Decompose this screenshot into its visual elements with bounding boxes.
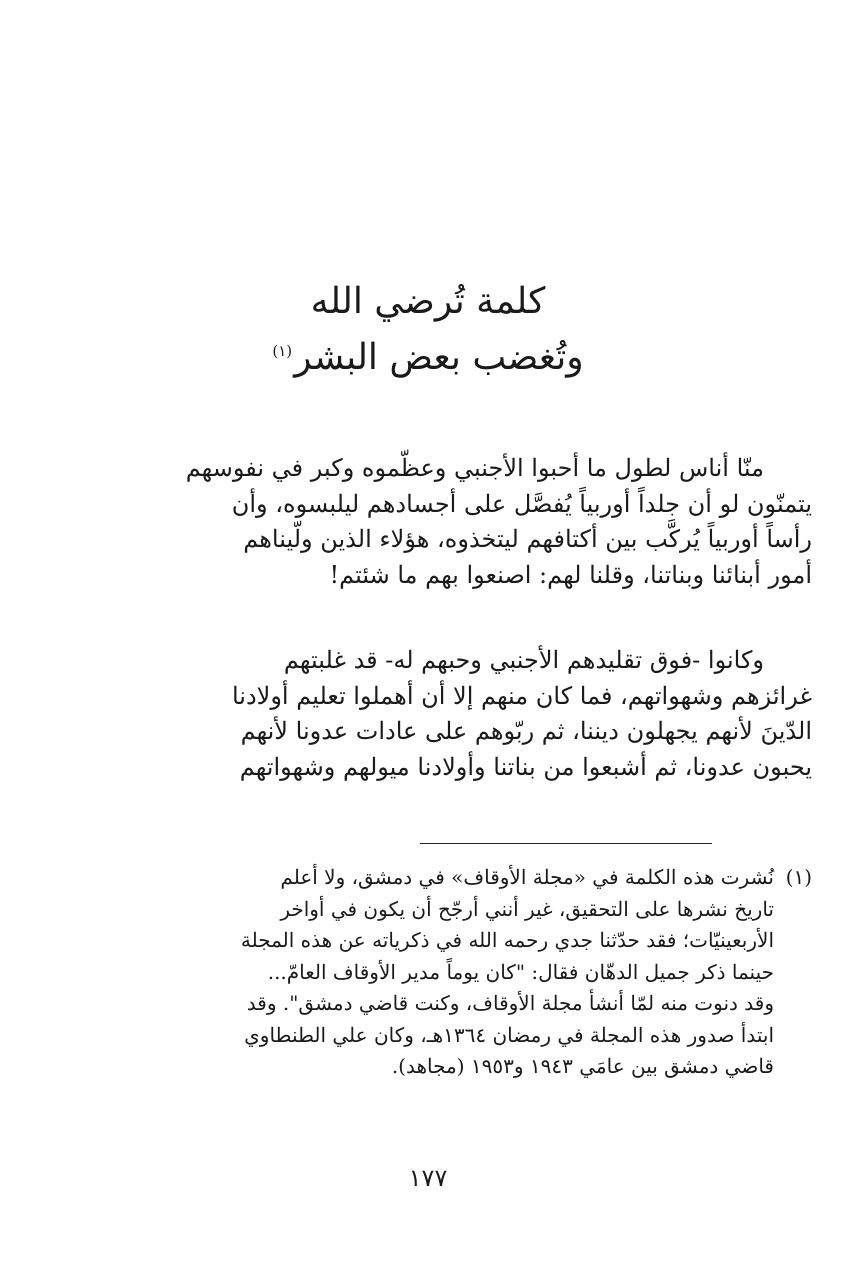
paragraph-1-line: أمور أبنائنا وبناتنا، وقلنا لهم: اصنعوا بهم ما شئتم! bbox=[329, 560, 812, 589]
paragraph-2-line: وكانوا -فوق تقليدهم الأجنبي وحبهم له- قد غلبتهم bbox=[283, 646, 764, 674]
paragraph-2-line: غرائزهم وشهواتهم، فما كان منهم إلا أن أهملوا تعليم أولادنا bbox=[231, 681, 812, 710]
footnote-line: الأربعينيّات؛ فقد حدّثنا جدي رحمه الله في ذكرياته عن هذه المجلة bbox=[240, 928, 774, 952]
paragraph-2-line: الدّينَ لأنهم يجهلون ديننا، ثم ربّوهم على عادات عدونا لأنهم bbox=[240, 717, 812, 745]
footnote-line: ابتدأ صدور هذه المجلة في رمضان ١٣٦٤هـ، وكان علي الطنطاوي bbox=[244, 1022, 774, 1047]
footnote-divider bbox=[420, 843, 712, 844]
footnote-reference-mark: (١) bbox=[272, 342, 293, 360]
paragraph-1 bbox=[100, 451, 812, 593]
footnote-number: (١) bbox=[785, 865, 812, 889]
paragraph-1-line: منّا أناس لطول ما أحبوا الأجنبي وعظّموه وكبر في نفوسهم bbox=[185, 454, 764, 482]
footnote bbox=[100, 862, 812, 1083]
title-line-1: كلمة تُرضي الله bbox=[310, 281, 546, 322]
footnote-body bbox=[100, 862, 774, 1083]
page-number: ١٧٧ bbox=[408, 1164, 448, 1192]
footnote-line: تاريخ نشرها على التحقيق، غير أنني أرجّح أن يكون في أواخر bbox=[280, 896, 774, 921]
title-line-2: وتُغضب بعض البشر$^{(١)}$ bbox=[272, 337, 584, 378]
footnote-line: حينما ذكر جميل الدهّان فقال: "كان يوماً مدير الأوقاف العامّ... bbox=[267, 959, 774, 984]
footnote-line: قاضي دمشق بين عامَي ١٩٤٣ و١٩٥٣ (مجاهد). bbox=[391, 1054, 774, 1078]
paragraph-2 bbox=[100, 643, 812, 785]
paragraph-2-line: يحبون عدونا، ثم أشبعوا من بناتنا وأولادنا ميولهم وشهواتهم bbox=[239, 752, 812, 781]
footnote-line: وقد دنوت منه لمّا أنشأ مجلة الأوقاف، وكنت قاضي دمشق". وقد bbox=[246, 991, 774, 1015]
paragraph-1-line: رأساً أوربياً يُركَّب بين أكتافهم ليتخذوه، هؤلاء الذين ولّيناهم bbox=[243, 525, 812, 553]
paragraph-1-line: يتمنّون لو أن جلداً أوربياً يُفصَّل على أجسادهم ليلبسوه، وأن bbox=[231, 489, 812, 518]
footnote-line: نُشرت هذه الكلمة في «مجلة الأوقاف» في دمشق، ولا أعلم bbox=[280, 865, 774, 889]
